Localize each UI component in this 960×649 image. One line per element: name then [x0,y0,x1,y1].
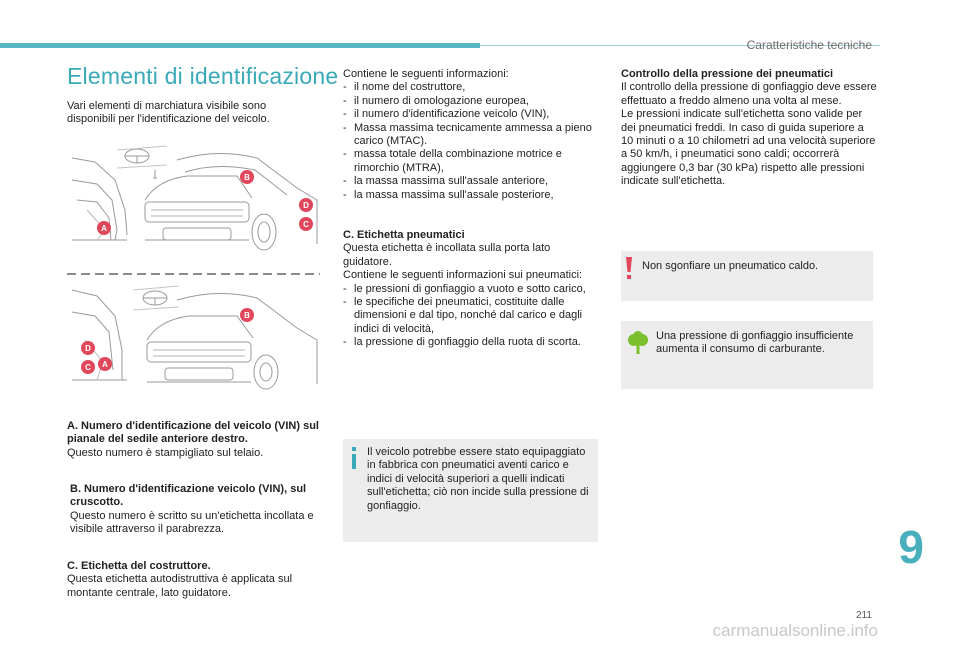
warning-icon [625,257,633,281]
marker-a-top [97,221,111,235]
info-note-text: Il veicolo potrebbe essere stato equipaggiato in fabbrica con pneumatici aventi carico e indici di velocità superiori a quelli indicati sull'etichetta; ciò non incide sulla pressione di gonfiaggio. [367,446,589,512]
svg-text:D: D [85,344,91,353]
list-item: - la pressione di gonfiaggio della ruota di scorta. [343,336,581,349]
marker-b-bottom [240,308,254,322]
svg-text:C: C [85,363,91,372]
pressure-check-block [621,68,877,189]
warning-box [621,251,873,301]
list-item: - le specifiche dei pneumatici, costituite dalle dimensioni e dal tipo, nonché dal carico e dagli indici di velocità, [343,296,583,335]
list-item: - la massa massima sull'assale anteriore, [343,175,549,188]
item-b-block [70,483,322,537]
chapter-number: 9 [898,521,924,573]
intro-text [67,100,317,127]
item-a-title: A. Numero d'identificazione del veicolo (VIN) sul pianale del sedile anteriore destro. [67,420,319,446]
list-item: - il nome del costruttore, [343,81,466,94]
pressure-check-text-2: Le pressioni indicate sull'etichetta sono valide per dei pneumatici freddi. In caso di guida superiore a 10 minuti o a 10 chilometri ad una velocità superiore a 50 km/h, i pneumatici sono caldi; occorrerà aggiungere 0,3 bar (30 kPa) rispetto alle pressioni indicate sull'etichetta. [621,108,876,188]
marker-c-top [299,217,313,231]
item-b-text: Questo numero è scritto su un'etichetta incollata e visibile attraverso il parabrezza. [70,509,314,536]
steering-wheel-inset-top [117,146,167,178]
item-c-title: C. Etichetta del costruttore. [67,560,211,572]
list-item: - la massa massima sull'assale posteriore, [343,188,554,201]
item-c-text: Questa etichetta autodistruttiva è applicata sul montante centrale, lato guidatore. [67,573,293,599]
eco-tip-icon [626,331,650,355]
header-accent-bar [0,43,480,48]
pressure-check-title: Controllo della pressione dei pneumatici [621,68,834,80]
info-icon [349,447,359,469]
eco-tip-text: Una pressione di gonfiaggio insufficiente aumenta il consumo di carburante. [656,330,854,356]
label-info-list [343,68,599,202]
pressure-check-text-1: Il controllo della pressione di gonfiaggio deve essere effettuato a freddo almeno una volta al mese. [621,81,877,107]
vehicle-illustration [67,140,320,390]
svg-text:D: D [303,201,309,210]
marker-b-top [240,170,254,184]
list-item: - il numero d'identificazione veicolo (VIN), [343,108,550,121]
steering-wheel-inset-bottom [133,286,179,310]
intro-paragraph: Vari elementi di marchiatura visibile sono disponibili per l'identificazione del veicolo. [67,100,270,126]
item-a-block [67,420,325,460]
tyre-label-info-intro: Contiene le seguenti informazioni sui pneumatici: [343,269,583,282]
warning-text: Non sgonfiare un pneumatico caldo. [642,260,819,272]
list-item: - massa totale della combinazione motrice e rimorchio (MTRA), [343,148,562,174]
svg-text:A: A [102,360,108,369]
list-item: - il numero di omologazione europea, [343,94,529,107]
svg-text:B: B [244,173,250,182]
tyre-label-block [343,229,600,350]
eco-tip-box [621,321,873,389]
info-note-box [343,439,598,542]
page-title: Elementi di identificazione [67,63,339,89]
marker-d-bottom [81,341,95,355]
list-item: - le pressioni di gonfiaggio a vuoto e sotto carico, [343,282,586,295]
list-item: - Massa massima tecnicamente ammessa a pieno carico (MTAC). [343,121,592,148]
label-info-intro: Contiene le seguenti informazioni: [343,68,509,80]
marker-d-top [299,198,313,212]
section-title: Caratteristiche tecniche [746,38,872,52]
item-a-text: Questo numero è stampigliato sul telaio. [67,446,264,459]
item-c-block [67,560,325,600]
marker-a-bottom [98,357,112,371]
svg-text:B: B [244,311,250,320]
svg-text:A: A [101,224,107,233]
marker-c-bottom [81,360,95,374]
watermark: carmanualsonline.info [712,621,878,640]
car-front-top [145,153,317,250]
page-number: 211 [856,610,872,621]
item-b-title: B. Numero d'identificazione veicolo (VIN), sul cruscotto. [70,483,307,509]
svg-text:C: C [303,220,309,229]
tyre-label-text: Questa etichetta è incollata sulla porta lato guidatore. [343,242,551,268]
tyre-label-title: C. Etichetta pneumatici [343,229,465,241]
